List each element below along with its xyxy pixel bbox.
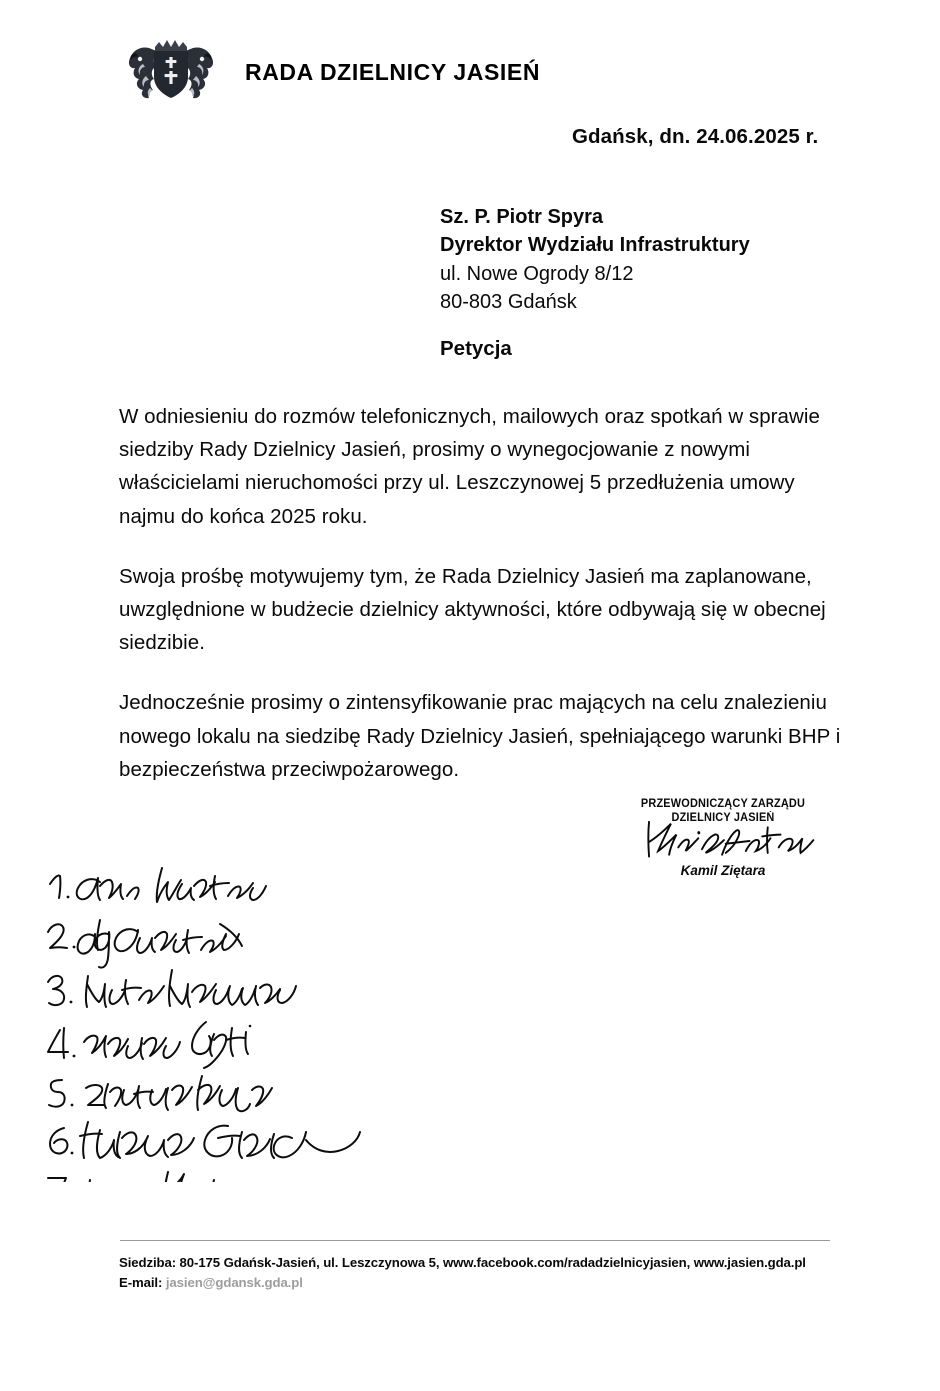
recipient-postal-city: 80-803 Gdańsk (440, 291, 577, 314)
signatory-row-1 (50, 868, 266, 902)
gdansk-coat-of-arms-icon (119, 38, 223, 106)
recipient-position: Dyrektor Wydziału Infrastruktury (440, 234, 750, 257)
recipient-address-block (440, 203, 750, 317)
signatory-strokes (42, 862, 402, 1182)
stamp-role-line-1: PRZEWODNICZĄCY ZARZĄDU (640, 798, 806, 810)
signatory-row-4 (48, 1022, 251, 1068)
document-footer (119, 1253, 879, 1293)
signature-stamp-block (608, 797, 838, 878)
footer-address-line: Siedziba: 80-175 Gdańsk-Jasień, ul. Leszczynowa 5, www.facebook.com/radadzielnicyjasien, www.jasien.gda.pl (119, 1255, 806, 1270)
crown-shape (155, 40, 187, 51)
signatory-row-2 (48, 920, 242, 968)
footer-email-label: E-mail: (119, 1274, 163, 1290)
organization-title: RADA DZIELNICY JASIEŃ (245, 58, 541, 85)
handwritten-signature-icon (618, 820, 828, 862)
stamp-role-line-2: DZIELNICY JASIEŃ (671, 812, 775, 825)
recipient-street: ul. Nowe Ogrody 8/12 (440, 262, 634, 285)
body-paragraph-3: Jednocześnie prosimy o zintensyfikowanie prac mających na celu znalezieniu nowego lokalu na siedzibę Rady Dzielnicy Jasień, spełniającego warunki BHP i bezpieczeństwa przeciwpożarowego. (119, 691, 841, 781)
handwritten-signatory-list (42, 862, 402, 1182)
recipient-name: Sz. P. Piotr Spyra (440, 206, 604, 228)
signatory-name: Kamil Ziętara (680, 862, 766, 878)
footer-divider (120, 1240, 830, 1241)
footer-email-line (119, 1273, 879, 1293)
signatory-row-6 (50, 1122, 360, 1158)
signatory-row-5 (49, 1076, 272, 1111)
signatory-row-7 (48, 1172, 308, 1182)
body-paragraph-1: W odniesieniu do rozmów telefonicznych, mailowych oraz spotkań w sprawie siedziby Rady Dzielnicy Jasień, prosimy o wynegocjowanie z nowymi właścicielami nieruchomości przy ul. Leszczynowej 5 przedłużenia umowy najmu do końca 2025 roku. (119, 405, 820, 528)
page-title: Petycja (440, 337, 512, 360)
document-body (119, 400, 849, 786)
document-header (119, 38, 540, 106)
body-paragraph-2: Swoja prośbę motywujemy tym, że Rada Dzielnicy Jasień ma zaplanowane, uwzględnione w budżecie dzielnicy aktywności, które odbywają się w obecnej siedzibie. (119, 564, 826, 655)
footer-email-value: jasien@gdansk.gda.pl (165, 1274, 303, 1290)
date-line: Gdańsk, dn. 24.06.2025 r. (572, 125, 819, 148)
signatory-row-3 (48, 970, 296, 1007)
